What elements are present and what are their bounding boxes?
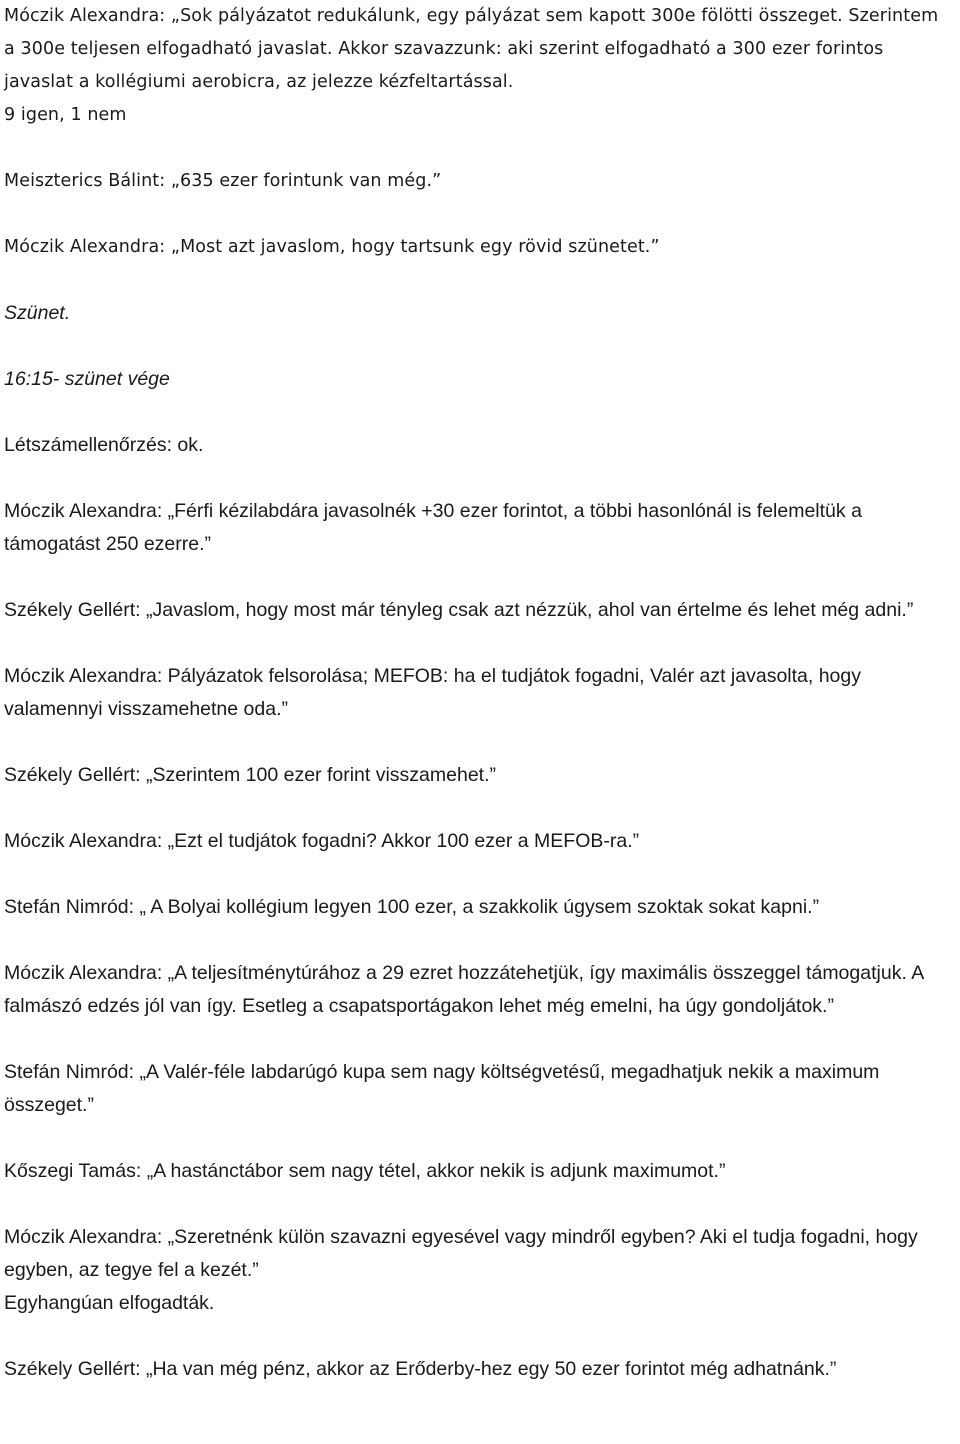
paragraph-szekely-1: Székely Gellért: „Javaslom, hogy most már tényleg csak azt nézzük, ahol van értelme és lehet még adni.” <box>4 599 914 621</box>
spacer <box>4 462 954 495</box>
headcount-check: Létszámellenőrzés: ok. <box>4 434 204 456</box>
spacer <box>4 858 954 891</box>
paragraph-moczik-handball: Móczik Alexandra: „Férfi kézilabdára javasolnék +30 ezer forintot, a többi hasonlónál is felemeltük a támogatást 250 ezerre.” <box>4 500 862 555</box>
document-page <box>4 0 954 1386</box>
spacer <box>4 561 954 594</box>
spacer <box>4 1122 954 1155</box>
paragraph-moczik-mefob: Móczik Alexandra: Pályázatok felsorolása; MEFOB: ha el tudjátok fogadni, Valér azt javasolta, hogy valamennyi visszamehetne oda.” <box>4 665 862 720</box>
paragraph-moczik-vote: Móczik Alexandra: „Szeretnénk külön szavazni egyesével vagy mindről egyben? Aki el tudja fogadni, hogy egyben, az tegye fel a kezét.” <box>4 1226 918 1281</box>
spacer <box>4 627 954 660</box>
break-end-note: 16:15- szünet vége <box>4 368 170 390</box>
paragraph-moczik-break: Móczik Alexandra: „Most azt javaslom, hogy tartsunk egy rövid szünetet.” <box>4 237 660 257</box>
vote-result: 9 igen, 1 nem <box>4 105 127 125</box>
break-note: Szünet. <box>4 302 71 324</box>
spacer <box>4 264 954 297</box>
spacer <box>4 726 954 759</box>
paragraph-meiszterics: Meiszterics Bálint: „635 ezer forintunk van még.” <box>4 171 442 191</box>
spacer <box>4 198 954 231</box>
paragraph-koszegi: Kőszegi Tamás: „A hastánctábor sem nagy tétel, akkor nekik is adjunk maximumot.” <box>4 1160 726 1182</box>
spacer <box>4 924 954 957</box>
paragraph-moczik-aerobic: Móczik Alexandra: „Sok pályázatot redukálunk, egy pályázat sem kapott 300e fölötti összeget. Szerintem a 300e teljesen elfogadható javaslat. Akkor szavazzunk: aki szerint elfogadható a 300 ezer forintos javaslat a kollégiumi aerobicra, az jelezze kézfeltartással. <box>4 6 939 92</box>
unanimous-note: Egyhangúan elfogadták. <box>4 1292 215 1314</box>
spacer <box>4 792 954 825</box>
spacer <box>4 132 954 165</box>
paragraph-stefan-2: Stefán Nimród: „A Valér-féle labdarúgó kupa sem nagy költségvetésű, megadhatjuk nekik a maximum összeget.” <box>4 1061 880 1116</box>
spacer <box>4 1188 954 1221</box>
paragraph-stefan-1: Stefán Nimród: „ A Bolyai kollégium legyen 100 ezer, a szakkolik úgysem szoktak sokat kapni.” <box>4 896 820 918</box>
spacer <box>4 330 954 363</box>
spacer <box>4 1023 954 1056</box>
paragraph-moczik-accept: Móczik Alexandra: „Ezt el tudjátok fogadni? Akkor 100 ezer a MEFOB-ra.” <box>4 830 640 852</box>
paragraph-szekely-3: Székely Gellért: „Ha van még pénz, akkor az Erőderby-hez egy 50 ezer forintot még adhatnánk.” <box>4 1358 837 1380</box>
spacer <box>4 1320 954 1353</box>
paragraph-szekely-2: Székely Gellért: „Szerintem 100 ezer forint visszamehet.” <box>4 764 497 786</box>
spacer <box>4 396 954 429</box>
paragraph-moczik-hiking: Móczik Alexandra: „A teljesítménytúrához a 29 ezret hozzátehetjük, így maximális összeggel támogatjuk. A falmászó edzés jól van így. Esetleg a csapatsportágakon lehet még emelni, ha úgy gondoljátok.” <box>4 962 924 1017</box>
